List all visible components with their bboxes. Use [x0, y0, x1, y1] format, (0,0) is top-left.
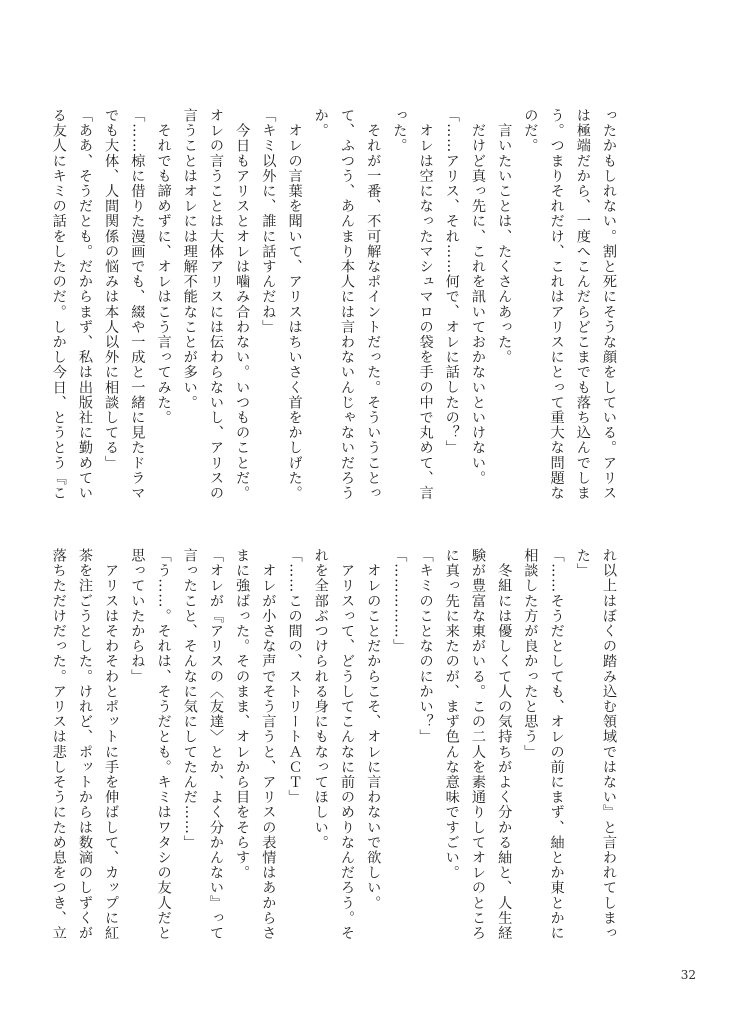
text-line: 今日もアリスとオレは噛み合わない。いつものことだ。 [234, 108, 251, 501]
text-line: オレのことだからこそ、オレに言わないで欲しい。 [365, 548, 382, 911]
text-line: 言うことはオレには理解不能なことが多い。 [181, 108, 198, 410]
text-line: だけど真っ先に、これを訊いておかないといけない。 [469, 108, 486, 486]
text-line: た」 [574, 548, 591, 579]
text-line: のだ。 [522, 108, 539, 154]
text-line: れ以上はぼくの踏み込む領域ではない』と言われてしまっ [601, 548, 617, 941]
text-line: でも大体、人間関係の悩みは本人以外に相談してる」 [103, 108, 120, 471]
text-line: オレの言葉を聞いて、アリスはちいさく首をかしげた。 [286, 108, 303, 501]
text-line: 「キミ以外に、誰に話すんだね」 [260, 108, 277, 335]
text-line: 冬組には優しくて人の気持ちがよく分かる紬と、人生経 [496, 548, 513, 941]
text-line: て、ふつう、あんまり本人には言わないんじゃないだろう [338, 108, 355, 501]
text-line: 言ったこと、そんなに気にしてたんだ……」 [181, 548, 198, 850]
text-line: 落ちただけだった。アリスは悲しそうにため息をつき、立 [50, 548, 67, 941]
text-line: 言いたいことは、たくさんあった。 [496, 108, 513, 365]
text-line: アリスはそわそわとポットに手を伸ばして、カップに紅 [103, 548, 120, 941]
text-line: は極端だから、一度へこんだらどこまでも落ち込んでしま [574, 108, 591, 501]
text-line: 茶を注ごうとした。けれど、ポットからは数滴のしずくが [76, 548, 93, 941]
text-line: る友人にキミの話をしたのだ。しかし今日、とうとう『こ [50, 108, 67, 501]
text-line: それが一番、不可解なポイントだった。そういうことっ [365, 108, 382, 501]
text-line: オレは空になったマシュマロの袋を手の中で丸めて、言 [417, 108, 434, 501]
text-line: 相談した方が良かったと思う」 [522, 548, 539, 760]
text-line: まに強ばった。そのまま、オレから目をそらす。 [234, 548, 251, 881]
text-line: 「キミのことなのにかい？」 [417, 548, 434, 745]
text-line: それでも諦めずに、オレはこう言ってみた。 [155, 108, 172, 426]
text-line: う。つまりそれだけ、これはアリスにとって重大な問題な [548, 108, 565, 501]
text-line: 「……椋に借りた漫画でも、綴や一成と一緒に見たドラマ [129, 108, 146, 501]
text-line: アリスって、どうしてこんなに前のめりなんだろう。そ [338, 548, 355, 941]
text-line: 「ああ、そうだとも。だからまず、私は出版社に勤めてい [76, 108, 93, 501]
text-line: 「う……。それは、そうだとも。キミはワタシの友人だと [155, 548, 172, 941]
text-line: 「……………」 [391, 548, 408, 654]
text-line: 「オレが『アリスの〈友達〉とか、よく分かんない』って [207, 548, 224, 941]
text-line: オレが小さな声でそう言うと、アリスの表情はあからさ [260, 548, 277, 941]
text-line: 思っていたからね」 [129, 548, 146, 684]
page-number: 32 [680, 968, 696, 982]
text-line: か。 [312, 108, 329, 139]
text-line: に真っ先に来たのが、まず色んな意味ですごい。 [443, 548, 460, 881]
text-line: ったかもしれない。割と死にそうな顔をしている。アリス [601, 108, 617, 501]
text-block-bottom [46, 548, 622, 941]
text-line: 「……そうだとしても、オレの前にまず、紬とか東とかに [548, 548, 565, 941]
text-line: 験が豊富な東がいる。この二人を素通りしてオレのところ [469, 548, 486, 941]
text-line: オレの言うことは大体アリスには伝わらないし、アリスの [207, 108, 224, 501]
text-line: 「……この間の、ストリートＡＣＴ」 [286, 548, 303, 805]
text-line: った。 [391, 108, 408, 154]
text-line: 「……アリス、それ……何で、オレに話したの？」 [443, 108, 460, 456]
text-block-top [46, 108, 622, 501]
text-line: れを全部ぶつけられる身にもなってほしい。 [312, 548, 329, 850]
